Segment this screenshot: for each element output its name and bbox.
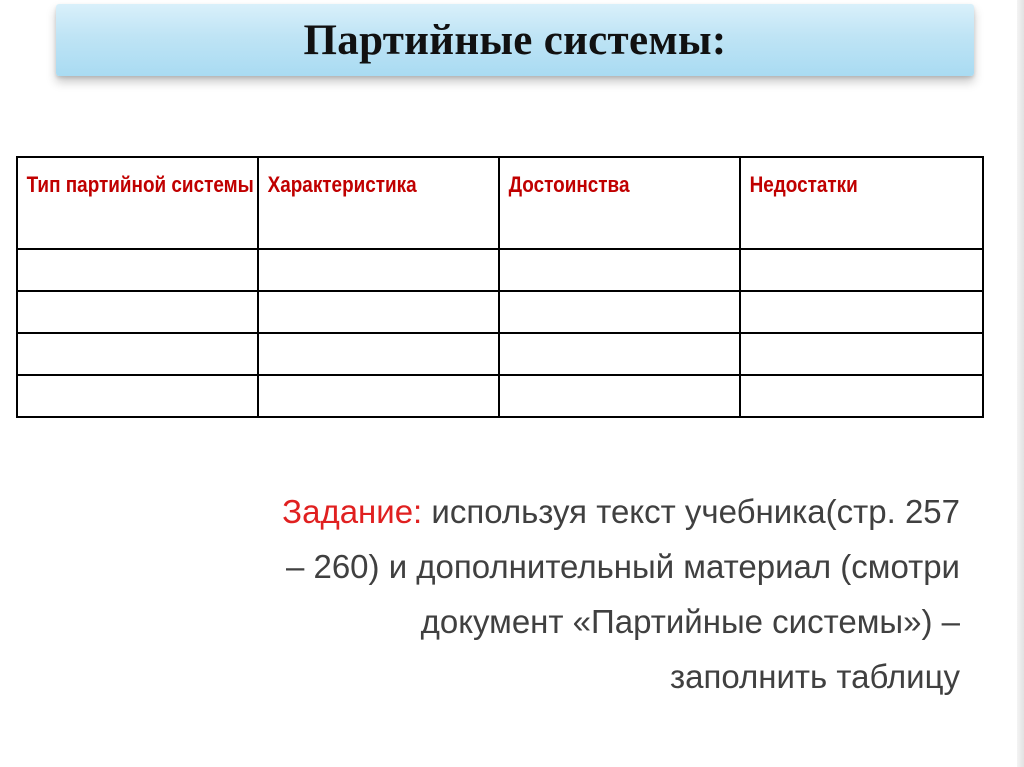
table-cell bbox=[17, 333, 258, 375]
title-banner bbox=[56, 4, 974, 76]
header-cell bbox=[740, 157, 983, 249]
table-row bbox=[17, 291, 983, 333]
table-cell bbox=[499, 333, 740, 375]
task-line-1-text: используя текст учебника(стр. 257 bbox=[422, 493, 960, 530]
table-cell bbox=[17, 375, 258, 417]
slide-edge bbox=[1017, 0, 1024, 767]
table-cell bbox=[499, 249, 740, 291]
table-cell bbox=[258, 291, 499, 333]
task-label: Задание: bbox=[282, 493, 423, 530]
table-cell bbox=[17, 291, 258, 333]
header-cell bbox=[17, 157, 258, 249]
task-line-2: – 260) и дополнительный материал (смотри bbox=[285, 548, 960, 585]
header-type: Тип партийной системы bbox=[26, 172, 254, 197]
table-header-row bbox=[17, 157, 983, 249]
table-cell bbox=[17, 249, 258, 291]
table-cell bbox=[740, 291, 983, 333]
header-cell bbox=[499, 157, 740, 249]
header-cell bbox=[258, 157, 499, 249]
task-line-4: заполнить таблицу bbox=[670, 658, 960, 695]
table-cell bbox=[258, 249, 499, 291]
slide-title: Партийные системы: bbox=[303, 16, 727, 64]
header-advantages: Достоинства bbox=[508, 172, 630, 197]
table-cell bbox=[499, 291, 740, 333]
header-disadvantages: Недостатки bbox=[749, 172, 858, 197]
task-line-3: документ «Партийные системы») – bbox=[420, 603, 960, 640]
party-systems-table bbox=[16, 156, 984, 418]
table-cell bbox=[740, 333, 983, 375]
header-characteristic: Характеристика bbox=[267, 172, 417, 197]
table-row bbox=[17, 333, 983, 375]
table-cell bbox=[740, 249, 983, 291]
table-cell bbox=[258, 375, 499, 417]
table-cell bbox=[740, 375, 983, 417]
table-row bbox=[17, 249, 983, 291]
task-text bbox=[150, 484, 960, 704]
table-row bbox=[17, 375, 983, 417]
task-line-1 bbox=[150, 484, 960, 539]
table-cell bbox=[499, 375, 740, 417]
table-cell bbox=[258, 333, 499, 375]
